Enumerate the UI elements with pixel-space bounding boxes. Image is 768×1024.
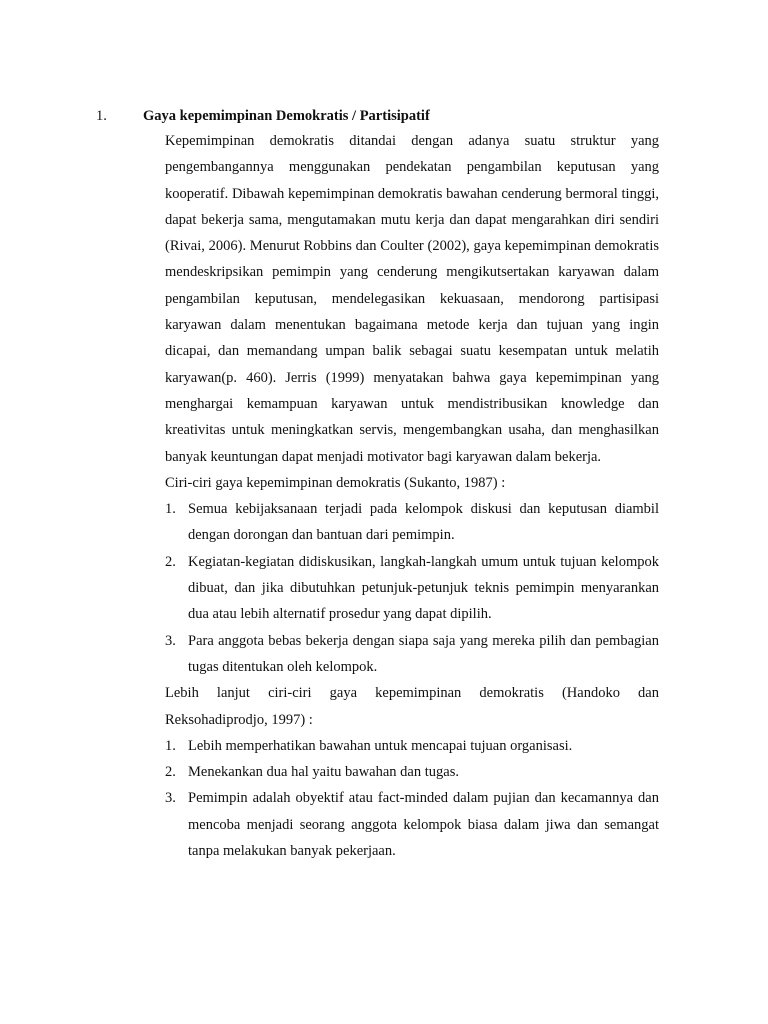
section-number: 1. [96, 108, 107, 124]
list-item-number: 3. [165, 632, 176, 649]
list1-intro: Ciri-ciri gaya kepemimpinan demokratis (Sukanto, 1987) : [165, 474, 506, 491]
list-item-text: Pemimpin adalah obyektif atau fact-minded dalam pujian dan kecamannya dan mencoba menjadi seorang anggota kelompok biasa dalam jiwa dan semangat tanpa melakukan banyak pekerjaan. [188, 790, 659, 860]
list-item [165, 785, 659, 864]
list-item-number: 1. [165, 737, 176, 754]
list-item [165, 549, 659, 628]
list-item-text: Para anggota bebas bekerja dengan siapa saja yang mereka pilih dan pembagian tugas ditentukan oleh kelompok. [188, 632, 659, 675]
list-item-text: Kegiatan-kegiatan didiskusikan, langkah-langkah umum untuk tujuan kelompok dibuat, dan jika dibutuhkan petunjuk-petunjuk teknis pemimpin menyarankan dua atau lebih alternatif prosedur yang dapat dipilih. [188, 553, 659, 623]
list-item-number: 2. [165, 553, 176, 570]
list-item [165, 628, 659, 681]
list-item-number: 2. [165, 764, 176, 781]
list-item-text: Lebih memperhatikan bawahan untuk mencapai tujuan organisasi. [188, 737, 573, 754]
section-body [165, 128, 659, 864]
list-item [165, 759, 659, 785]
main-paragraph: Kepemimpinan demokratis ditandai dengan adanya suatu struktur yang pengembangannya menggunakan pendekatan pengambilan keputusan yang kooperatif. Dibawah kepemimpinan demokratis bawahan cenderung bermoral tinggi, dapat bekerja sama, mengutamakan mutu kerja dan dapat mengarahkan diri sendiri (Rivai, 2006). Menurut Robbins dan Coulter (2002), gaya kepemimpinan demokratis mendeskripsikan pemimpin yang cenderung mengikutsertakan karyawan dalam pengambilan keputusan, mendelegasikan kekuasaan, mendorong partisipasi karyawan dalam menentukan bagaimana metode kerja dan tujuan yang ingin dicapai, dan memandang umpan balik sebagai suatu kesempatan untuk melatih karyawan(p. 460). Jerris (1999) menyatakan bahwa gaya kepemimpinan yang menghargai kemampuan karyawan untuk mendistribusikan knowledge dan kreativitas untuk meningkatkan servis, mengembangkan usaha, dan menghasilkan banyak keuntungan dapat menjadi motivator bagi karyawan dalam bekerja. [165, 133, 659, 465]
list-item-text: Menekankan dua hal yaitu bawahan dan tugas. [188, 764, 459, 781]
list-item [165, 496, 659, 549]
list2 [165, 733, 659, 864]
section-title: Gaya kepemimpinan Demokratis / Partisipatif [143, 108, 430, 124]
list-item [165, 733, 659, 759]
list2-intro: Lebih lanjut ciri-ciri gaya kepemimpinan demokratis (Handoko dan Reksohadiprodjo, 1997) : [165, 685, 659, 728]
list1 [165, 496, 659, 680]
list-item-number: 3. [165, 790, 176, 807]
list-item-text: Semua kebijaksanaan terjadi pada kelompok diskusi dan keputusan diambil dengan dorongan dan bantuan dari pemimpin. [188, 501, 659, 544]
list-item-number: 1. [165, 501, 176, 518]
